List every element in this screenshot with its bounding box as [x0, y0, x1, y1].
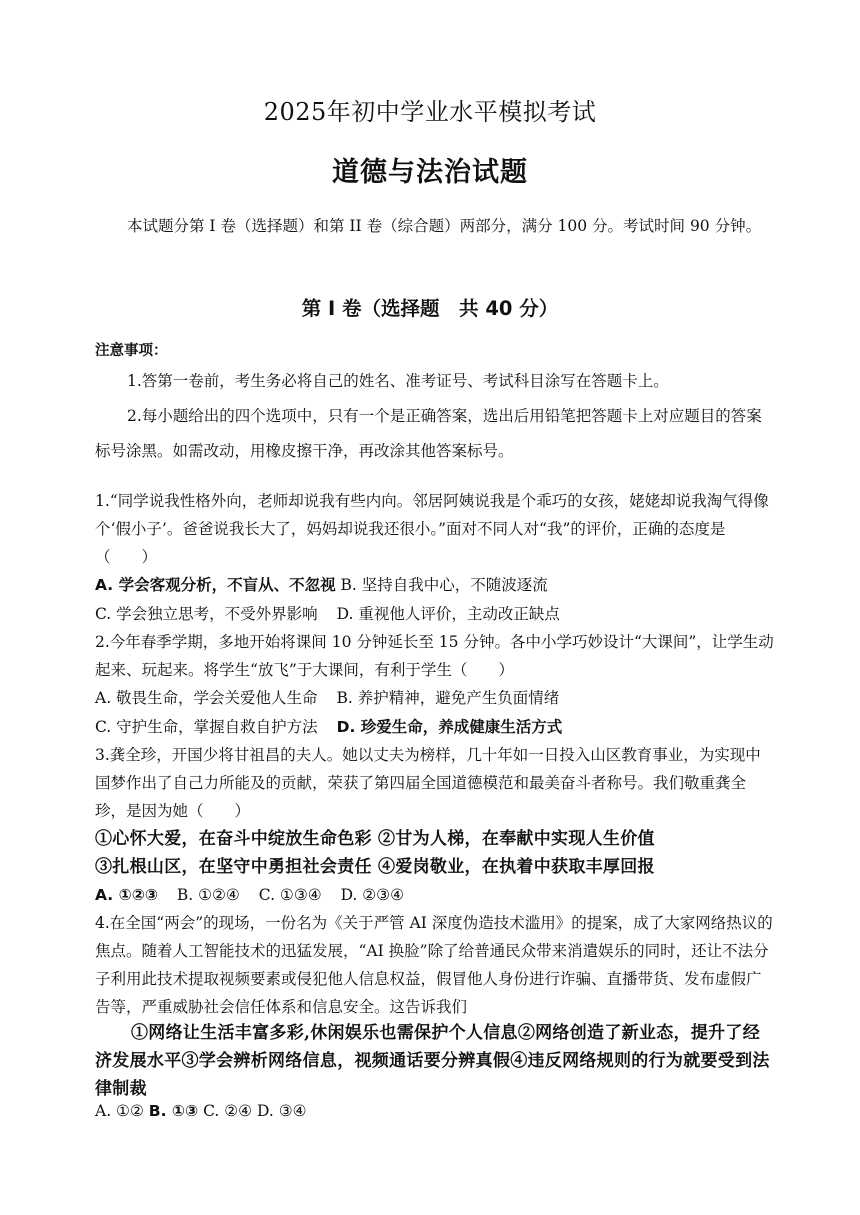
question-3-option-b: B. ①②④ — [176, 886, 240, 904]
question-2-option-b: B. 养护精神，避免产生负面情绪 — [336, 689, 560, 707]
question-1-option-b: B. 坚持自我中心，不随波逐流 — [340, 576, 548, 594]
question-1-stem: 1.“同学说我性格外向，老师却说我有些内向。邻居阿姨说我是个乖巧的女孩，姥姥却说我淘气得像个‘假小子’。爸爸说我长大了，妈妈却说我还很小。”面对不同人对“我”的评价，正确的态度是（ ） — [95, 492, 769, 566]
question-1-options-row-2 — [95, 600, 560, 628]
question-4-option-a: A. ①② — [95, 1102, 144, 1120]
question-4-option-d: D. ③④ — [256, 1102, 307, 1120]
question-4-stem: 4.在全国“两会”的现场，一份名为《关于严管 AI 深度伪造技术滥用》的提案，成了大家网络热议的焦点。随着人工智能技术的迅猛发展，“AI 换脸”除了给普通民众带来消遣娱乐的同时，还让不法分子利用此技术提取视频要素或侵犯他人信息权益，假冒他人身份进行诈骗、直播带货、发布虚假广告等，严重威胁社会信任体系和信息安全。这告诉我们 — [95, 914, 773, 1016]
notice-item-1: 1.答第一卷前，考生务必将自己的姓名、准考证号、考试科目涂写在答题卡上。 — [127, 372, 669, 390]
question-4-items: ①网络让生活丰富多彩,休闲娱乐也需保护个人信息②网络创造了新业态，提升了经济发展水平③学会辨析网络信息，视频通话要分辨真假④违反网络规则的行为就要受到法律制裁 — [95, 1023, 770, 1099]
notice-heading: 注意事项： — [95, 343, 168, 359]
question-4-option-b: B. ①③ — [148, 1102, 199, 1120]
question-3-options-row — [95, 881, 404, 909]
question-3-items-line-2: ③扎根山区，在坚守中勇担社会责任 ④爱岗敬业，在执着中获取丰厚回报 — [95, 857, 655, 877]
notice-item-2: 2.每小题给出的四个选项中，只有一个是正确答案，选出后用铅笔把答题卡上对应题目的答案标号涂黑。如需改动，用橡皮擦干净，再改涂其他答案标号。 — [95, 407, 762, 460]
exam-intro: 本试题分第 I 卷（选择题）和第 II 卷（综合题）两部分，满分 100 分。考试时间 90 分钟。 — [127, 217, 762, 235]
question-1-option-a: A. 学会客观分析，不盲从、不忽视 — [95, 576, 336, 594]
question-3-items-line-1: ①心怀大爱，在奋斗中绽放生命色彩 ②甘为人梯，在奉献中实现人生价值 — [95, 829, 655, 849]
question-2-option-c: C. 守护生命，掌握自救自护方法 — [95, 718, 318, 736]
question-4-options-row — [95, 1097, 307, 1125]
question-4-option-c: C. ②④ — [203, 1102, 253, 1120]
question-2-options-row-1 — [95, 684, 559, 712]
question-3-option-a: A. ①②③ — [95, 886, 158, 904]
question-3-stem: 3.龚全珍，开国少将甘祖昌的夫人。她以丈夫为榜样，几十年如一日投入山区教育事业，为实现中国梦作出了自己力所能及的贡献，荣获了第四届全国道德模范和最美奋斗者称号。我们敬重龚全珍，是因为她（ ） — [95, 746, 761, 820]
question-1-option-d: D. 重视他人评价，主动改正缺点 — [336, 605, 560, 623]
question-3-option-d: D. ②③④ — [340, 886, 404, 904]
section-title: 第 I 卷（选择题 共 40 分） — [301, 297, 559, 320]
question-2-option-d: D. 珍爱生命，养成健康生活方式 — [336, 718, 563, 736]
question-3-option-c: C. ①③④ — [258, 886, 322, 904]
exam-title: 2025年初中学业水平模拟考试 — [263, 98, 597, 126]
question-2-option-a: A. 敬畏生命，学会关爱他人生命 — [95, 689, 318, 707]
subject-title: 道德与法治试题 — [332, 157, 528, 188]
question-1-option-c: C. 学会独立思考，不受外界影响 — [95, 605, 318, 623]
question-1-options-row-1 — [95, 571, 548, 599]
question-2-options-row-2 — [95, 713, 562, 741]
question-2-stem: 2.今年春季学期，多地开始将课间 10 分钟延长至 15 分钟。各中小学巧妙设计“大课间”，让学生动起来、玩起来。将学生“放飞”于大课间，有利于学生（ ） — [95, 633, 774, 679]
